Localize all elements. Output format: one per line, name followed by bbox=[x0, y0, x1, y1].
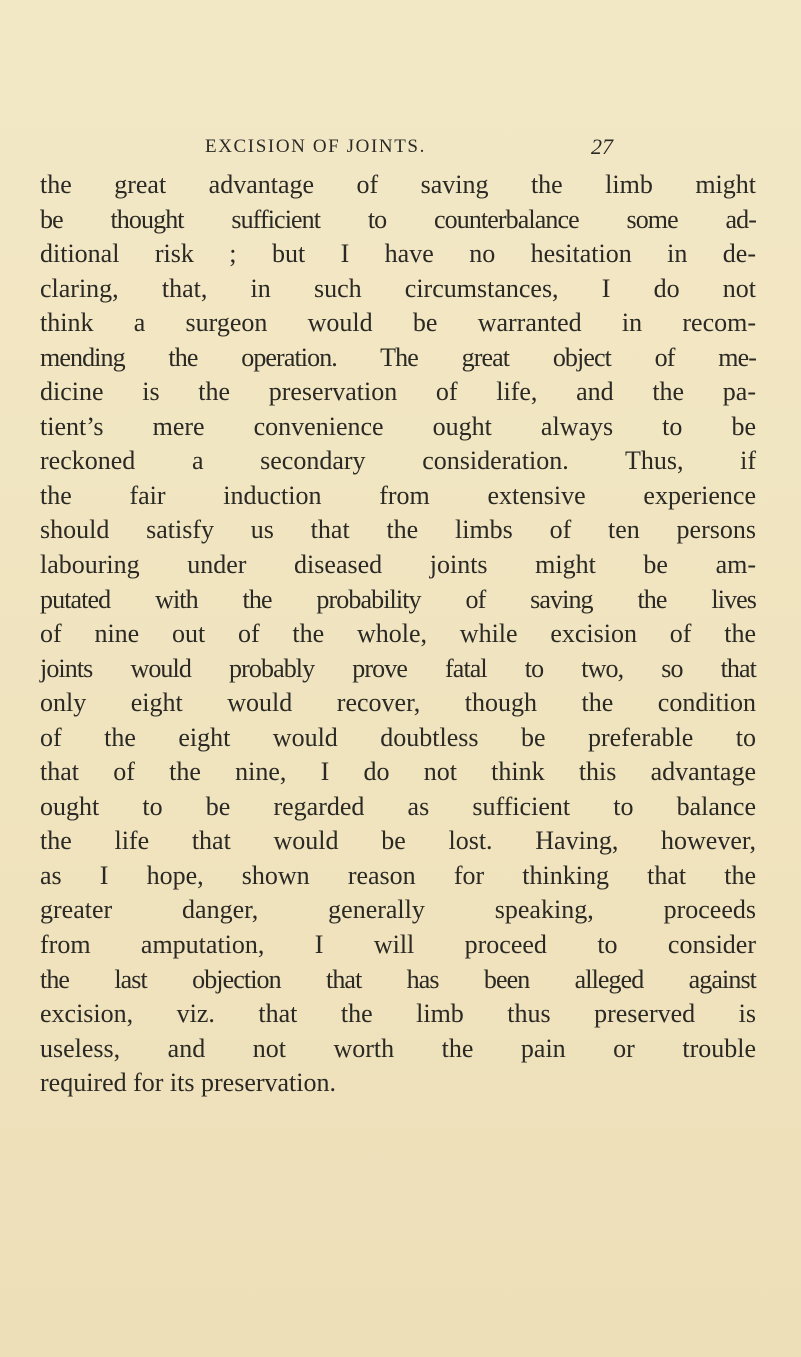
text-line: excision, viz. that the limb thus preserved is bbox=[40, 999, 756, 1029]
text-line: mending the operation. The great object of me- bbox=[40, 342, 756, 372]
text-line: should satisfy us that the limbs of ten persons bbox=[40, 515, 756, 545]
text-line: tient’s mere convenience ought always to be bbox=[40, 411, 756, 441]
text-line: of nine out of the whole, while excision of the bbox=[40, 619, 756, 649]
text-line: only eight would recover, though the condition bbox=[40, 688, 756, 718]
text-line: ditional risk ; but I have no hesitation in de- bbox=[40, 239, 756, 269]
text-line: greater danger, generally speaking, proceeds bbox=[40, 895, 756, 925]
text-line: ought to be regarded as sufficient to balance bbox=[40, 791, 756, 821]
page-header bbox=[0, 136, 801, 166]
text-line: useless, and not worth the pain or trouble bbox=[40, 1033, 756, 1063]
running-head: EXCISION OF JOINTS. bbox=[205, 136, 426, 157]
text-line-final: required for its preservation. bbox=[40, 1068, 337, 1098]
text-line: claring, that, in such circumstances, I do not bbox=[40, 273, 756, 303]
text-line: the life that would be lost. Having, however, bbox=[40, 826, 756, 856]
text-line: be thought sufficient to counterbalance some ad- bbox=[40, 204, 756, 234]
text-line: the last objection that has been alleged against bbox=[40, 964, 756, 994]
text-line: putated with the probability of saving the lives bbox=[40, 584, 756, 614]
text-line: think a surgeon would be warranted in recom- bbox=[40, 308, 756, 338]
text-line: the fair induction from extensive experience bbox=[40, 480, 756, 510]
text-line: the great advantage of saving the limb might bbox=[40, 170, 756, 199]
text-line: from amputation, I will proceed to consider bbox=[40, 930, 756, 960]
text-line: dicine is the preservation of life, and the pa- bbox=[40, 377, 756, 407]
page-number: 27 bbox=[591, 134, 613, 159]
text-line: of the eight would doubtless be preferable to bbox=[40, 722, 756, 752]
body-text bbox=[40, 168, 780, 1101]
text-line: as I hope, shown reason for thinking that the bbox=[40, 860, 756, 890]
text-line: joints would probably prove fatal to two, so that bbox=[40, 653, 756, 683]
text-line: that of the nine, I do not think this advantage bbox=[40, 757, 756, 787]
text-line: reckoned a secondary consideration. Thus, if bbox=[40, 446, 756, 476]
text-line: labouring under diseased joints might be am- bbox=[40, 550, 756, 580]
